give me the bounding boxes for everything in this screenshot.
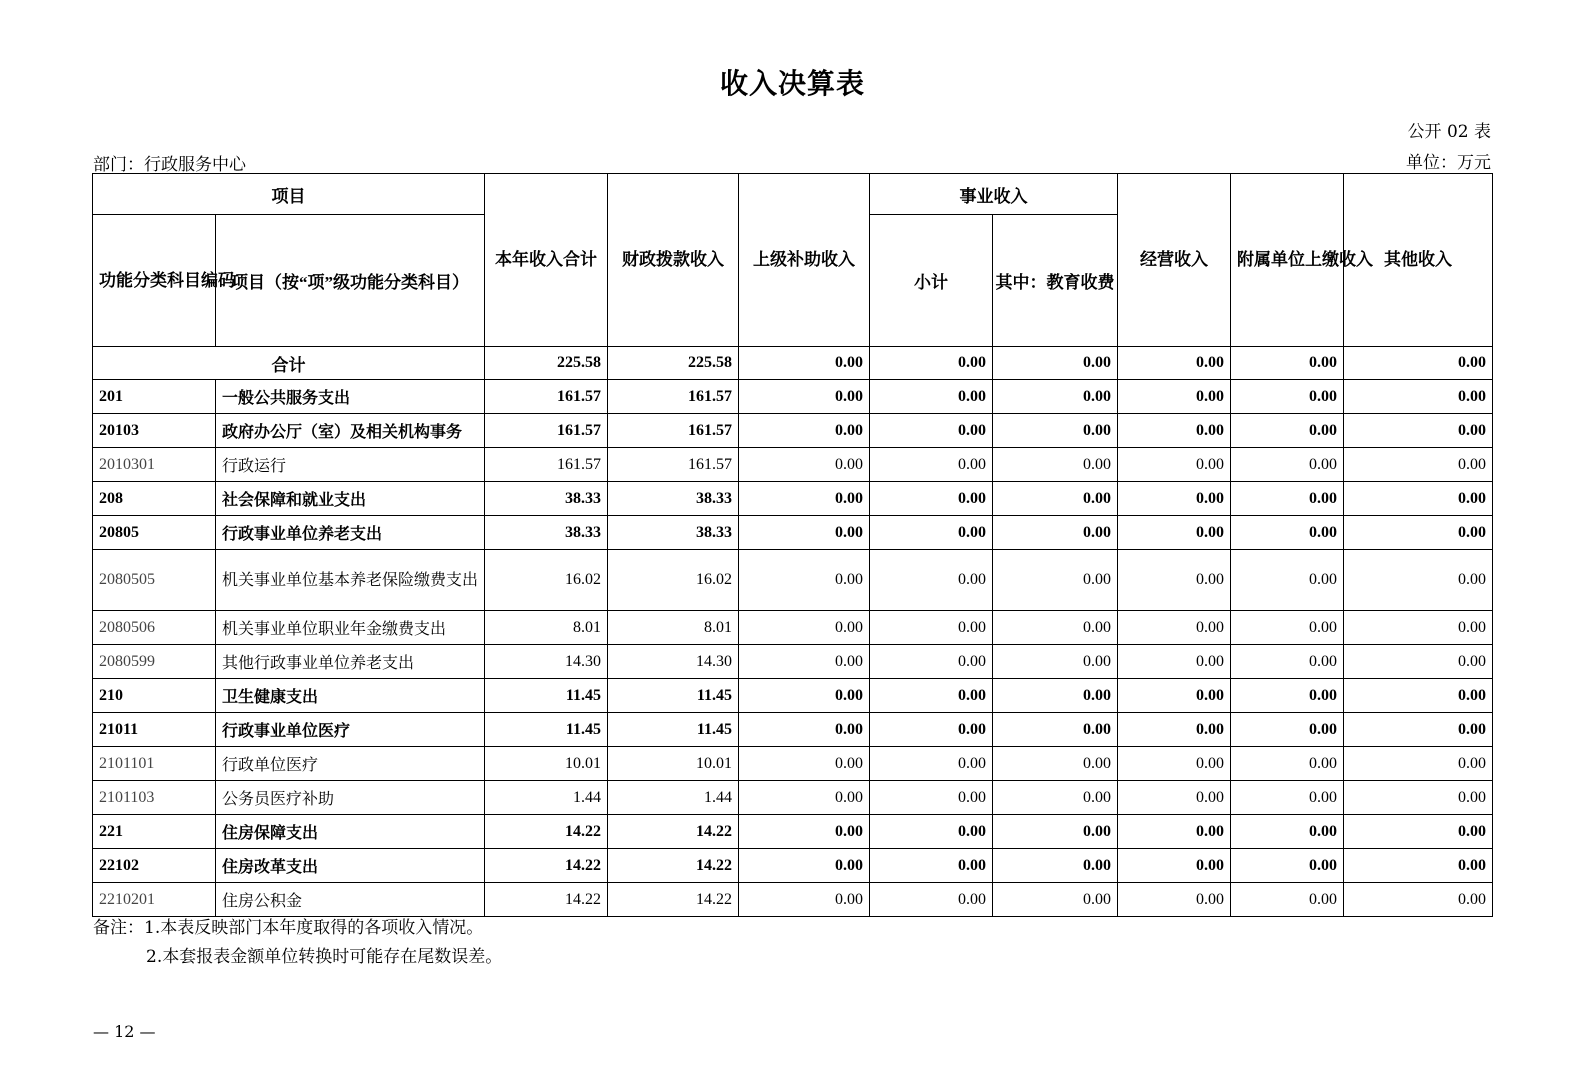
table-row	[93, 516, 1493, 550]
row-value: 14.22	[608, 815, 739, 849]
row-value: 0.00	[1231, 550, 1344, 611]
row-value: 0.00	[1344, 482, 1493, 516]
row-value: 0.00	[1231, 380, 1344, 414]
row-code: 2080506	[93, 611, 216, 645]
row-value: 0.00	[993, 781, 1118, 815]
row-value: 14.30	[608, 645, 739, 679]
total-cell: 0.00	[1231, 347, 1344, 380]
table-row	[93, 380, 1493, 414]
total-row	[93, 347, 1493, 380]
row-value: 0.00	[993, 380, 1118, 414]
table-row	[93, 815, 1493, 849]
row-value: 0.00	[1118, 482, 1231, 516]
row-code: 2010301	[93, 448, 216, 482]
row-value: 14.22	[608, 883, 739, 917]
row-value: 0.00	[1231, 482, 1344, 516]
row-value: 8.01	[608, 611, 739, 645]
row-value: 0.00	[1344, 414, 1493, 448]
table-row	[93, 849, 1493, 883]
row-value: 0.00	[739, 482, 870, 516]
row-value: 0.00	[1344, 781, 1493, 815]
row-code: 2080599	[93, 645, 216, 679]
row-value: 0.00	[1118, 645, 1231, 679]
row-value: 0.00	[993, 448, 1118, 482]
row-value: 0.00	[1118, 815, 1231, 849]
row-value: 0.00	[1118, 883, 1231, 917]
total-cell: 0.00	[1118, 347, 1231, 380]
page-title: 收入决算表	[719, 67, 865, 100]
row-name: 行政事业单位养老支出	[216, 516, 485, 550]
note-line-2: 2.本套报表金额单位转换时可能存在尾数误差。	[146, 947, 503, 967]
header-education: 其中：教育收费	[993, 215, 1118, 347]
row-value: 0.00	[1231, 883, 1344, 917]
row-value: 14.22	[608, 849, 739, 883]
row-value: 0.00	[1344, 611, 1493, 645]
row-name: 住房改革支出	[216, 849, 485, 883]
row-value: 0.00	[1344, 448, 1493, 482]
table-row	[93, 747, 1493, 781]
total-cell: 0.00	[870, 347, 993, 380]
table-row	[93, 883, 1493, 917]
header-business-group: 事业收入	[870, 174, 1118, 215]
unit-label: 单位：万元	[1406, 153, 1491, 173]
row-code: 22102	[93, 849, 216, 883]
row-value: 0.00	[870, 611, 993, 645]
row-value: 161.57	[608, 380, 739, 414]
row-value: 0.00	[739, 679, 870, 713]
row-value: 0.00	[993, 482, 1118, 516]
row-value: 38.33	[608, 482, 739, 516]
row-value: 0.00	[870, 815, 993, 849]
row-value: 0.00	[739, 448, 870, 482]
header-operating: 经营收入	[1118, 174, 1231, 347]
row-value: 0.00	[1118, 380, 1231, 414]
note-line-1: 备注：1.本表反映部门本年度取得的各项收入情况。	[93, 918, 484, 938]
row-value: 0.00	[870, 550, 993, 611]
row-value: 14.22	[485, 849, 608, 883]
table-row	[93, 414, 1493, 448]
row-value: 0.00	[993, 611, 1118, 645]
row-name: 行政事业单位医疗	[216, 713, 485, 747]
row-value: 0.00	[993, 645, 1118, 679]
row-name: 机关事业单位基本养老保险缴费支出	[216, 550, 485, 611]
row-value: 0.00	[1118, 550, 1231, 611]
row-value: 0.00	[870, 713, 993, 747]
row-value: 0.00	[1118, 414, 1231, 448]
row-value: 0.00	[870, 482, 993, 516]
row-value: 0.00	[1118, 611, 1231, 645]
header-func-code: 功能分类科目编码	[93, 215, 216, 347]
page-number: — 12 —	[93, 1022, 156, 1041]
row-value: 161.57	[485, 414, 608, 448]
row-value: 14.30	[485, 645, 608, 679]
table-row	[93, 781, 1493, 815]
row-value: 0.00	[1344, 713, 1493, 747]
row-value: 0.00	[870, 414, 993, 448]
row-value: 11.45	[608, 713, 739, 747]
row-value: 0.00	[870, 781, 993, 815]
table-row	[93, 611, 1493, 645]
row-code: 2101103	[93, 781, 216, 815]
row-value: 0.00	[739, 645, 870, 679]
header-subtotal: 小计	[870, 215, 993, 347]
row-code: 21011	[93, 713, 216, 747]
row-name: 公务员医疗补助	[216, 781, 485, 815]
table-row	[93, 482, 1493, 516]
row-value: 161.57	[608, 414, 739, 448]
row-value: 0.00	[993, 550, 1118, 611]
row-value: 0.00	[1344, 849, 1493, 883]
row-value: 0.00	[870, 516, 993, 550]
row-value: 14.22	[485, 883, 608, 917]
row-name: 机关事业单位职业年金缴费支出	[216, 611, 485, 645]
row-value: 0.00	[1231, 448, 1344, 482]
row-code: 2210201	[93, 883, 216, 917]
row-value: 0.00	[739, 713, 870, 747]
row-value: 0.00	[1344, 550, 1493, 611]
row-value: 11.45	[485, 679, 608, 713]
row-code: 2101101	[93, 747, 216, 781]
row-value: 161.57	[608, 448, 739, 482]
total-cell: 225.58	[485, 347, 608, 380]
row-value: 0.00	[1231, 815, 1344, 849]
row-value: 0.00	[739, 516, 870, 550]
row-value: 0.00	[993, 516, 1118, 550]
row-value: 0.00	[739, 414, 870, 448]
row-value: 0.00	[1344, 815, 1493, 849]
row-code: 2080505	[93, 550, 216, 611]
row-value: 1.44	[485, 781, 608, 815]
row-code: 210	[93, 679, 216, 713]
row-value: 10.01	[485, 747, 608, 781]
table-row	[93, 448, 1493, 482]
row-code: 201	[93, 380, 216, 414]
row-value: 0.00	[1231, 781, 1344, 815]
header-project: 项目	[93, 174, 485, 215]
row-value: 0.00	[993, 713, 1118, 747]
row-name: 住房保障支出	[216, 815, 485, 849]
row-code: 20805	[93, 516, 216, 550]
row-value: 8.01	[485, 611, 608, 645]
row-value: 0.00	[1118, 747, 1231, 781]
row-value: 1.44	[608, 781, 739, 815]
row-code: 221	[93, 815, 216, 849]
row-value: 0.00	[1118, 516, 1231, 550]
row-value: 0.00	[739, 815, 870, 849]
header-fiscal: 财政拨款收入	[608, 174, 739, 347]
total-cell: 0.00	[739, 347, 870, 380]
row-value: 38.33	[485, 516, 608, 550]
row-value: 0.00	[993, 849, 1118, 883]
row-value: 0.00	[1231, 645, 1344, 679]
row-value: 11.45	[608, 679, 739, 713]
department-label: 部门：行政服务中心	[93, 155, 246, 175]
row-value: 0.00	[739, 611, 870, 645]
row-value: 0.00	[739, 747, 870, 781]
table-row	[93, 550, 1493, 611]
row-value: 0.00	[1118, 713, 1231, 747]
row-value: 0.00	[993, 883, 1118, 917]
row-name: 其他行政事业单位养老支出	[216, 645, 485, 679]
header-affiliated: 附属单位上缴收入	[1231, 174, 1344, 347]
total-label: 合计	[93, 347, 485, 380]
table-number: 公开 02 表	[1407, 122, 1491, 142]
row-value: 16.02	[608, 550, 739, 611]
row-value: 0.00	[1118, 679, 1231, 713]
row-value: 0.00	[1344, 380, 1493, 414]
row-name: 卫生健康支出	[216, 679, 485, 713]
row-value: 0.00	[1344, 747, 1493, 781]
row-value: 0.00	[739, 550, 870, 611]
row-value: 0.00	[870, 849, 993, 883]
row-value: 0.00	[1344, 883, 1493, 917]
row-value: 0.00	[1118, 781, 1231, 815]
row-value: 10.01	[608, 747, 739, 781]
row-value: 0.00	[739, 380, 870, 414]
row-value: 0.00	[1231, 679, 1344, 713]
total-cell: 0.00	[1344, 347, 1493, 380]
row-value: 0.00	[1231, 713, 1344, 747]
header-func-name: 项目（按“项”级功能分类科目）	[216, 215, 485, 347]
row-value: 0.00	[1118, 448, 1231, 482]
row-value: 0.00	[1344, 516, 1493, 550]
row-name: 行政单位医疗	[216, 747, 485, 781]
header-other: 其他收入	[1344, 174, 1493, 347]
row-value: 0.00	[1231, 516, 1344, 550]
row-value: 0.00	[1231, 414, 1344, 448]
row-value: 16.02	[485, 550, 608, 611]
row-value: 0.00	[870, 747, 993, 781]
row-value: 0.00	[870, 380, 993, 414]
row-code: 208	[93, 482, 216, 516]
row-value: 0.00	[1231, 849, 1344, 883]
table-row	[93, 713, 1493, 747]
row-value: 0.00	[870, 883, 993, 917]
total-cell: 225.58	[608, 347, 739, 380]
row-value: 0.00	[993, 414, 1118, 448]
header-total-income: 本年收入合计	[485, 174, 608, 347]
row-value: 0.00	[1118, 849, 1231, 883]
row-name: 住房公积金	[216, 883, 485, 917]
total-cell: 0.00	[993, 347, 1118, 380]
row-value: 0.00	[1344, 679, 1493, 713]
income-table	[92, 173, 1493, 917]
row-value: 0.00	[993, 815, 1118, 849]
row-name: 政府办公厅（室）及相关机构事务	[216, 414, 485, 448]
row-name: 行政运行	[216, 448, 485, 482]
row-value: 0.00	[739, 849, 870, 883]
table-row	[93, 645, 1493, 679]
row-value: 0.00	[993, 747, 1118, 781]
row-value: 38.33	[608, 516, 739, 550]
row-value: 38.33	[485, 482, 608, 516]
row-code: 20103	[93, 414, 216, 448]
table-row	[93, 679, 1493, 713]
header-superior: 上级补助收入	[739, 174, 870, 347]
row-value: 0.00	[870, 679, 993, 713]
row-value: 0.00	[1231, 747, 1344, 781]
row-value: 0.00	[739, 781, 870, 815]
row-value: 161.57	[485, 380, 608, 414]
row-name: 社会保障和就业支出	[216, 482, 485, 516]
row-value: 161.57	[485, 448, 608, 482]
row-value: 0.00	[1231, 611, 1344, 645]
row-value: 11.45	[485, 713, 608, 747]
row-value: 14.22	[485, 815, 608, 849]
row-name: 一般公共服务支出	[216, 380, 485, 414]
row-value: 0.00	[1344, 645, 1493, 679]
row-value: 0.00	[870, 645, 993, 679]
row-value: 0.00	[739, 883, 870, 917]
row-value: 0.00	[993, 679, 1118, 713]
notes	[93, 914, 502, 972]
row-value: 0.00	[870, 448, 993, 482]
